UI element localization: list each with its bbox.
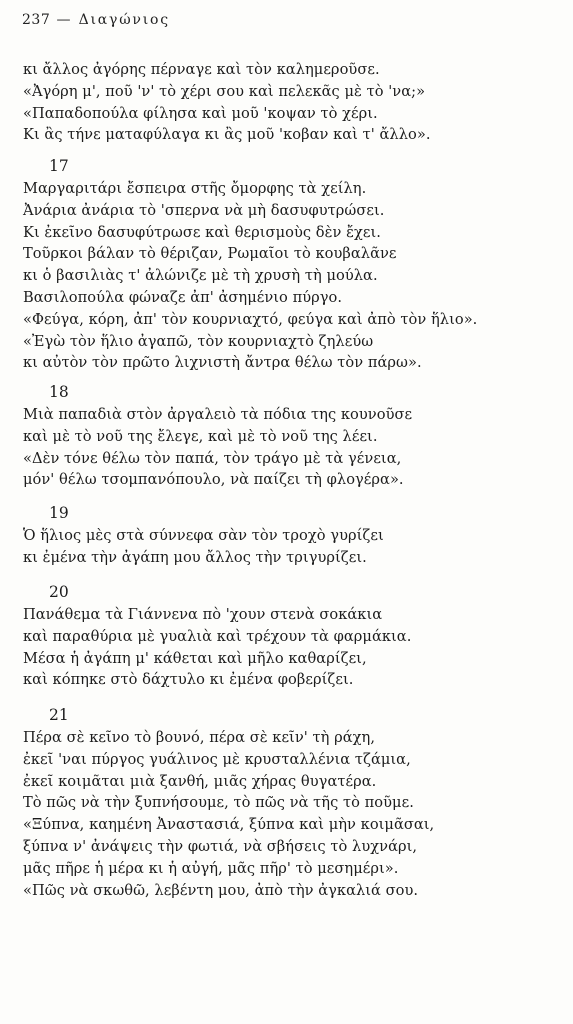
header-separator: — — [56, 12, 73, 28]
verse-line: Ἀνάρια ἀνάρια τὸ 'σπερνα νὰ μὴ δασυφυτρώσει. — [23, 201, 385, 219]
poem-number: 20 — [49, 583, 69, 601]
verse-line: καὶ μὲ τὸ νοῦ της ἔλεγε, καὶ μὲ τὸ νοῦ της λέει. — [23, 427, 378, 445]
verse-line: ἐκεῖ κοιμᾶται μιὰ ξανθή, μιᾶς χήρας θυγατέρα. — [23, 772, 377, 790]
poem-20 — [23, 582, 563, 691]
verse-line: «Πῶς νὰ σκωθῶ, λεβέντη μου, ἀπὸ τὴν ἀγκαλιά σου. — [23, 881, 419, 899]
verse-line: «Ξύπνα, καημένη Ἀναστασιά, ξύπνα καὶ μὴν κοιμᾶσαι, — [23, 816, 435, 834]
verse-line: Μιὰ παπαδιὰ στὸν ἀργαλειὸ τὰ πόδια της κουνοῦσε — [23, 406, 413, 423]
poem-continuation — [23, 59, 563, 146]
verse-line: Μέσα ἡ ἀγάπη μ' κάθεται καὶ μῆλο καθαρίζει, — [23, 649, 367, 667]
verse-line: Κι ἂς τήνε ματαφύλαγα κι ἂς μοῦ 'κοβαν καὶ τ' ἄλλο». — [23, 126, 431, 144]
poem-19 — [23, 503, 563, 569]
verse-line: Τὸ πῶς νὰ τὴν ξυπνήσουμε, τὸ πῶς νὰ τῆς τὸ ποῦμε. — [23, 794, 414, 812]
verse-line: μόν' θέλω τσομπανόπουλο, νὰ παίζει τὴ φλογέρα». — [23, 471, 404, 489]
verse-line: «Ἀγόρη μ', ποῦ 'ν' τὸ χέρι σου καὶ πελεκᾶς μὲ τὸ 'να;» — [23, 82, 426, 100]
page-number: 237 — [22, 12, 51, 28]
verse-line: μᾶς πῆρε ἡ μέρα κι ἡ αὐγή, μᾶς πῆρ' τὸ μεσημέρι». — [23, 859, 399, 877]
poem-number: 19 — [49, 504, 69, 522]
poem-18 — [23, 382, 563, 491]
poem-21 — [23, 705, 563, 901]
poem-number: 21 — [49, 706, 69, 724]
poem-17 — [23, 156, 563, 374]
verse-line: «Παπαδοπούλα φίλησα καὶ μοῦ 'κοψαν τὸ χέρι. — [23, 104, 378, 122]
verse-line: Κι ἐκεῖνο δασυφύτρωσε καὶ θερισμοὺς δὲν ἔχει. — [23, 223, 381, 241]
running-head — [22, 12, 170, 28]
verse-line: καὶ κόπηκε στὸ δάχτυλο κι ἐμένα φοβερίζει. — [23, 671, 354, 689]
verse-line: Βασιλοπούλα φώναζε ἀπ' ἀσημένιο πύργο. — [23, 288, 343, 306]
verse-line: «Δὲν τόνε θέλω τὸν παπά, τὸν τράγο μὲ τὰ γένεια, — [23, 449, 402, 467]
verse-line: καὶ παραθύρια μὲ γυαλιὰ καὶ τρέχουν τὰ φαρμάκια. — [23, 627, 412, 645]
verse-line: Πέρα σὲ κεῖνο τὸ βουνό, πέρα σὲ κεῖν' τὴ ράχη, — [23, 729, 376, 746]
verse-line: ξύπνα ν' ἀνάψεις τὴν φωτιά, νὰ σβήσεις τὸ λυχνάρι, — [23, 837, 418, 855]
verse-line: «Φεύγα, κόρη, ἀπ' τὸν κουρνιαχτό, φεύγα καὶ ἀπὸ τὸν ἥλιο». — [23, 310, 478, 328]
running-title: Διαγώνιος — [78, 12, 170, 28]
verse-line: κι αὐτὸν τὸν πρῶτο λιχνιστὴ ἄντρα θέλω τὸν πάρω». — [23, 354, 422, 372]
poem-number: 17 — [49, 157, 69, 175]
verse-line: Τοῦρκοι βάλαν τὸ θέριζαν, Ρωμαῖοι τὸ κουβαλᾶνε — [23, 245, 397, 263]
verse-line: κι ἐμένα τὴν ἀγάπη μου ἄλλος τὴν τριγυρίζει. — [23, 548, 367, 566]
verse-line: κι ὁ βασιλιὰς τ' ἀλώνιζε μὲ τὴ χρυσὴ τὴ μούλα. — [23, 267, 378, 285]
poem-number: 18 — [49, 383, 69, 401]
verse-line: «Ἐγὼ τὸν ἥλιο ἀγαπῶ, τὸν κουρνιαχτὸ ζηλεύω — [23, 332, 374, 350]
verse-line: Ὁ ἥλιος μὲς στὰ σύννεφα σὰν τὸν τροχὸ γυρίζει — [23, 527, 384, 544]
verse-line: ἐκεῖ 'ναι πύργος γυάλινος μὲ κρυσταλλένια τζάμια, — [23, 750, 411, 768]
verse-line: Μαργαριτάρι ἔσπειρα στῆς ὄμορφης τὰ χείλη. — [23, 180, 367, 197]
verse-line: κι ἄλλος ἀγόρης πέρναγε καὶ τὸν καλημεροῦσε. — [23, 61, 380, 78]
verse-line: Πανάθεμα τὰ Γιάννενα πὸ 'χουν στενὰ σοκάκια — [23, 606, 383, 623]
